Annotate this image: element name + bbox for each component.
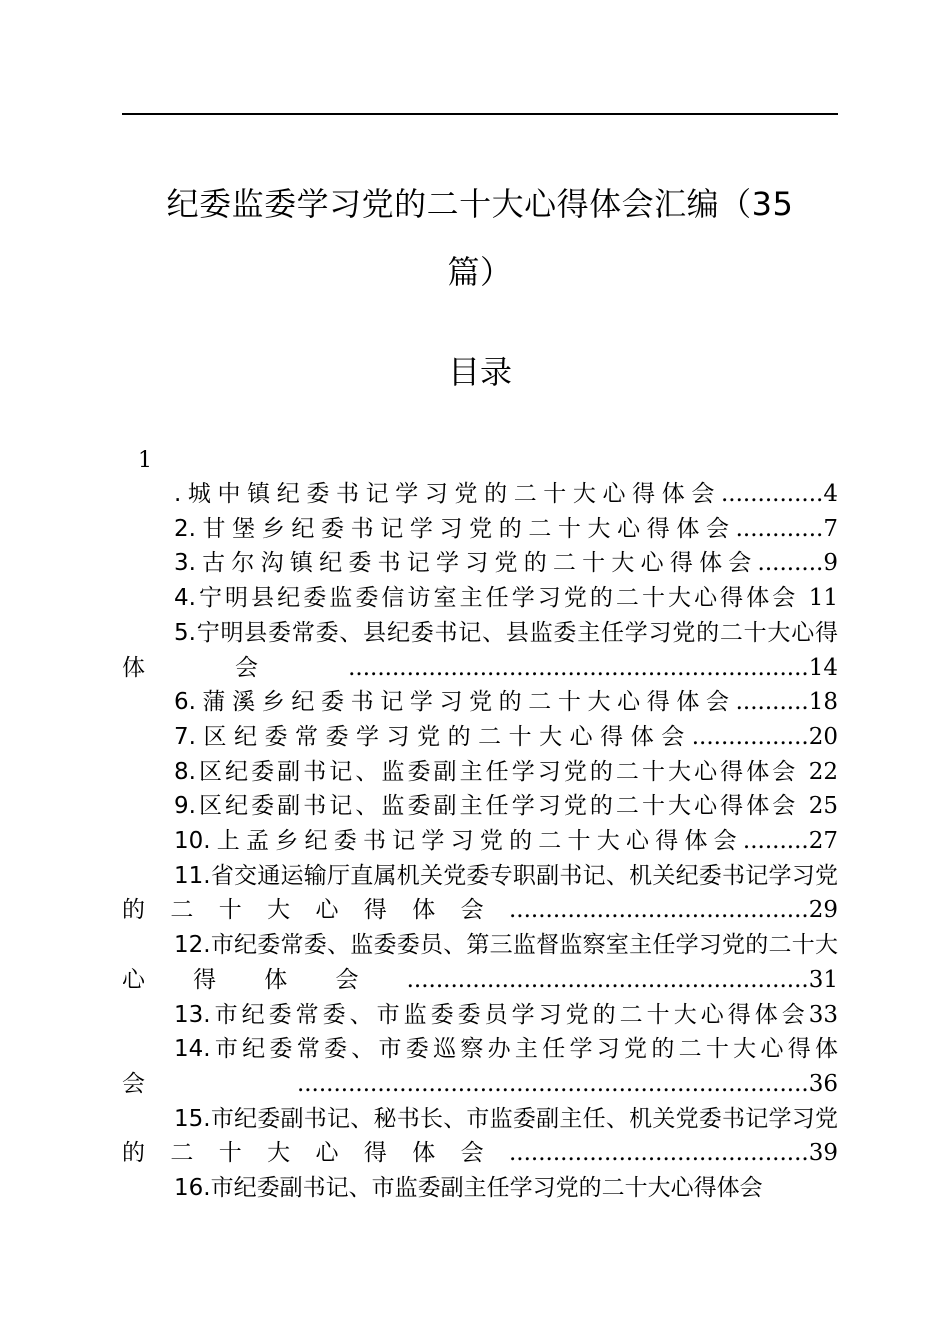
toc-entry-title: 4.宁明县纪委监委信访室主任学习党的二十大心得体会 [174,585,799,612]
toc-entry-leader: ......... [742,828,809,855]
toc-entry-title: 9.区纪委副书记、监委副主任学习党的二十大心得体会 [174,793,799,820]
toc-entry-page: 7 [823,515,838,542]
toc-entry-title: 12.市纪委常委、监委委员、第三监督监察室主任学习党的二十大心得体会 [122,932,838,993]
toc-entry-page: 4 [823,481,838,507]
toc-entry-page: 22 [808,758,838,785]
toc-entry-leader [798,759,808,785]
toc-entry-title: 11.省交通运输厅直属机关党委专职副书记、机关纪委书记学习党的二十大心得体会 [122,862,838,924]
toc-entry-leader: ................ [691,723,809,750]
toc-heading: 目录 [447,353,512,391]
toc-entry[interactable] [122,546,838,581]
toc-entry-title: 3.古尔沟镇纪委书记学习党的二十大心得体会 [174,550,758,577]
toc-entry-page: 33 [808,1001,838,1028]
toc-entry-leader: ......................................... [508,897,809,924]
toc-entry[interactable] [122,789,838,824]
toc-entry-title: 16.市纪委副书记、市监委副主任学习党的二十大心得体会 [174,1175,763,1202]
toc-entry-title: 2.甘堡乡纪委书记学习党的二十大心得体会 [174,515,736,542]
toc-entry-title: 13.市纪委常委、市监委委员学习党的二十大心得体会 [174,1001,809,1028]
toc-entry[interactable] [122,1171,838,1206]
toc-entry-page: 20 [808,723,838,750]
toc-number-marker: 1 [138,448,152,473]
header-rule [122,113,838,115]
toc-entry-leader: ............................................................... [348,654,809,681]
toc-entry-page: 31 [808,966,838,993]
document-title-line-1: 纪委监委学习党的二十大心得体会汇编（35 [166,185,794,223]
toc-entry[interactable] [122,1032,838,1101]
toc-entry-page: 25 [808,793,838,820]
toc-entry-page: 36 [808,1070,838,1097]
toc-entry-title: 7.区纪委常委学习党的二十大心得体会 [174,723,692,750]
table-of-contents [122,477,838,1206]
toc-entry-title: .城中镇纪委书记学习党的二十大心得体会 [174,481,721,507]
toc-entry-title: 10.上孟乡纪委书记学习党的二十大心得体会 [174,828,743,855]
document-title [122,170,838,306]
toc-entry[interactable] [122,755,838,790]
toc-entry-title: 14.市纪委常委、市委巡察办主任学习党的二十大心得体会 [122,1036,838,1097]
toc-entry-page: 14 [808,654,838,681]
toc-entry[interactable] [122,512,838,547]
toc-entry[interactable] [122,859,838,928]
toc-entry-leader: ....................................................... [406,966,809,993]
toc-entry[interactable] [122,998,838,1033]
toc-entry[interactable] [122,616,838,685]
toc-entry[interactable] [122,581,838,616]
toc-entry-title: 8.区纪委副书记、监委副主任学习党的二十大心得体会 [174,758,799,785]
toc-entry-leader: .......... [735,689,809,716]
toc-entry-leader [798,793,808,819]
toc-entry-leader [798,585,808,611]
toc-entry-page: 11 [808,585,838,612]
toc-entry[interactable] [122,1102,838,1171]
toc-entry-title: 6.蒲溪乡纪委书记学习党的二十大心得体会 [174,689,736,716]
toc-entry-leader: ............ [735,515,824,542]
toc-entry-title: 5.宁明县委常委、县纪委书记、县监委主任学习党的二十大心得体会 [122,619,838,681]
toc-entry-leader: ......................................... [508,1140,809,1167]
toc-entry-title: 15.市纪委副书记、秘书长、市监委副主任、机关党委书记学习党的二十大心得体会 [122,1105,838,1167]
toc-entry-page: 27 [808,828,838,855]
toc-entry[interactable] [122,685,838,720]
toc-entry[interactable] [122,720,838,755]
toc-entry-page: 9 [823,550,838,577]
toc-entry[interactable] [122,928,838,997]
toc-entry-page: 29 [808,897,838,924]
toc-entry-page: 18 [808,689,838,716]
toc-entry-leader: ......... [757,550,824,577]
toc-entry-page: 39 [808,1140,838,1167]
document-title-line-2: 篇） [447,253,513,291]
toc-entry[interactable] [122,824,838,859]
toc-entry-leader: .............. [721,481,824,507]
toc-entry-leader: ...................................................................... [296,1070,809,1097]
toc-entry[interactable] [122,477,838,512]
